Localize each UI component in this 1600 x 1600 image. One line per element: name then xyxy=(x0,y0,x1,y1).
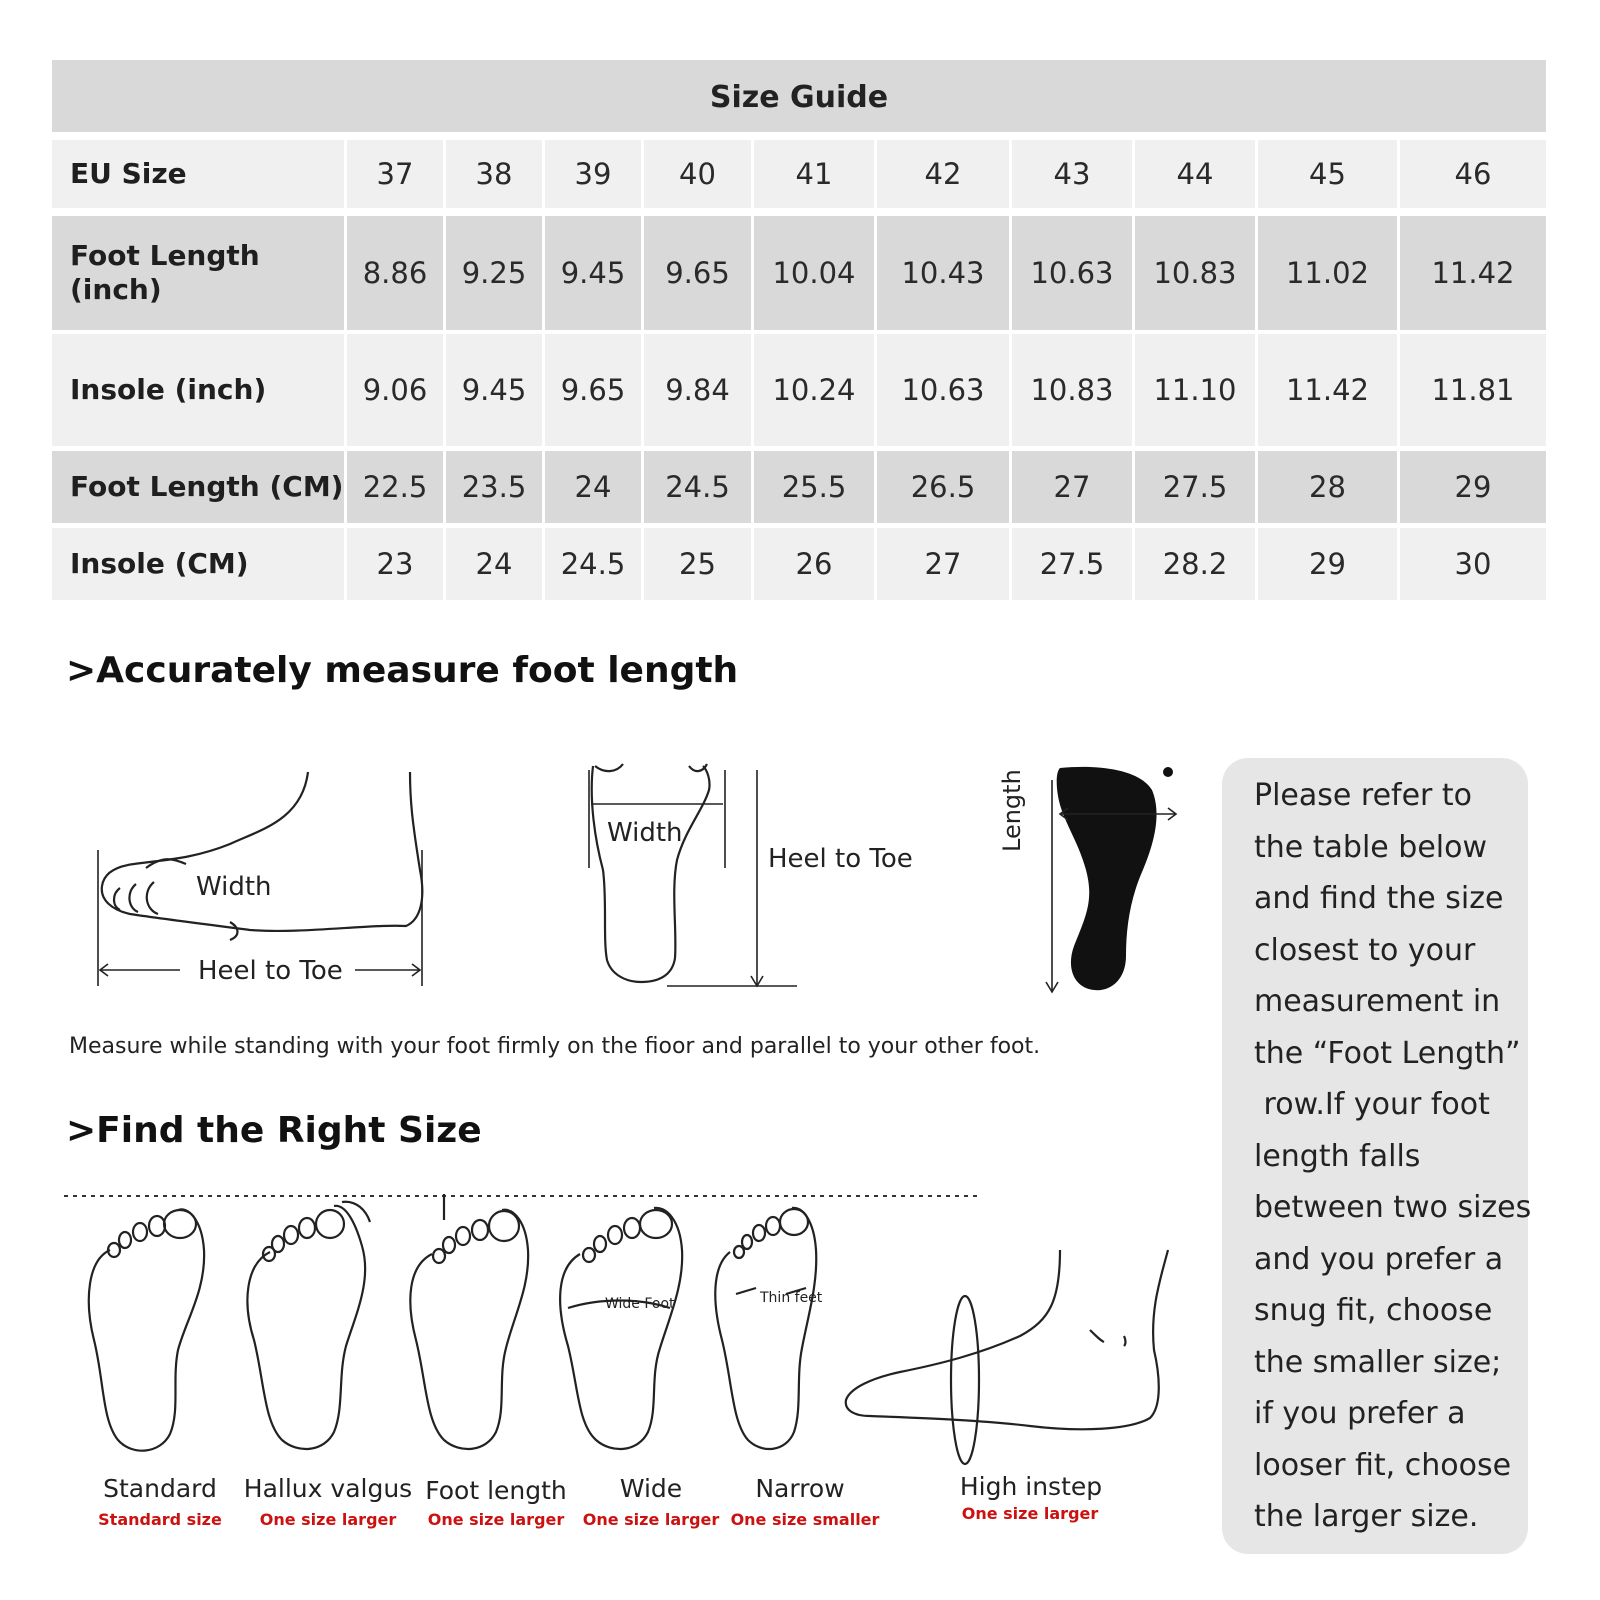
table-cell: 10.63 xyxy=(1012,216,1135,330)
table-cell: 10.43 xyxy=(877,216,1012,330)
table-cell: 27.5 xyxy=(1012,528,1135,600)
table-cell: 24.5 xyxy=(545,528,644,600)
find-size-heading: >Find the Right Size xyxy=(66,1110,482,1151)
table-row-eu-size xyxy=(52,140,1546,208)
table-cell: 10.04 xyxy=(754,216,877,330)
table-cell: 29 xyxy=(1258,528,1400,600)
table-cell: 28 xyxy=(1258,451,1400,523)
size-advice-box xyxy=(1222,758,1532,1554)
foot-type-label-narrow: Narrow xyxy=(755,1474,845,1503)
table-cell: 30 xyxy=(1454,547,1492,581)
foot-type-label-high-instep: High instep xyxy=(959,1472,1103,1501)
table-cell: 25.5 xyxy=(754,451,877,523)
table-row-insole-inch xyxy=(52,334,1546,446)
table-cell: 9.25 xyxy=(446,216,545,330)
table-cell: 40 xyxy=(644,140,754,208)
foot-type-label-wide: Wide xyxy=(619,1474,683,1503)
thin-feet-annotation: Thin feet xyxy=(760,1290,823,1306)
table-cell: 9.65 xyxy=(545,334,644,446)
table-cell: 46 xyxy=(1454,157,1492,191)
table-cell: 27 xyxy=(877,528,1012,600)
table-cell: 10.83 xyxy=(1012,334,1135,446)
table-cell: 9.65 xyxy=(644,216,754,330)
foot-type-label-foot-length: Foot length xyxy=(425,1476,567,1505)
table-row-insole-cm xyxy=(52,528,1546,600)
table-cell: 26 xyxy=(754,528,877,600)
foot-type-rec-wide: One size larger xyxy=(582,1510,720,1529)
table-cell: 25 xyxy=(644,528,754,600)
footprint-illustration xyxy=(1030,760,1190,1000)
table-cell: 44 xyxy=(1135,140,1258,208)
row-label-foot-length-inch: Foot Length (inch) xyxy=(52,216,347,330)
foot-types-illustration xyxy=(60,1190,1200,1470)
row-label-insole-inch: Insole (inch) xyxy=(52,334,347,446)
footprint-length-label: Length xyxy=(998,769,1026,852)
table-row-foot-length-cm xyxy=(52,451,1546,523)
table-cell: 10.83 xyxy=(1135,216,1258,330)
table-cell: 41 xyxy=(754,140,877,208)
foot-type-rec-narrow: One size smaller xyxy=(730,1510,880,1529)
table-cell: 24 xyxy=(545,451,644,523)
table-cell: 27 xyxy=(1012,451,1135,523)
table-cell: 23 xyxy=(347,528,446,600)
table-cell: 11.42 xyxy=(1431,256,1515,290)
table-cell: 38 xyxy=(446,140,545,208)
table-cell: 22.5 xyxy=(347,451,446,523)
table-cell: 9.45 xyxy=(446,334,545,446)
table-cell: 43 xyxy=(1012,140,1135,208)
table-cell: 29 xyxy=(1454,470,1492,504)
table-cell: 42 xyxy=(877,140,1012,208)
top-foot-illustration xyxy=(585,760,805,990)
table-cell: 10.24 xyxy=(754,334,877,446)
table-cell: 10.63 xyxy=(877,334,1012,446)
table-cell: 23.5 xyxy=(446,451,545,523)
row-label-foot-length-cm: Foot Length (CM) xyxy=(52,451,347,523)
table-cell: 24.5 xyxy=(644,451,754,523)
table-cell: 39 xyxy=(545,140,644,208)
foot-type-rec-hallux-valgus: One size larger xyxy=(259,1510,397,1529)
table-cell: 11.10 xyxy=(1135,334,1258,446)
row-label-insole-cm: Insole (CM) xyxy=(52,528,347,600)
foot-type-label-standard: Standard xyxy=(103,1474,217,1503)
table-cell: 11.42 xyxy=(1258,334,1400,446)
table-cell: 28.2 xyxy=(1135,528,1258,600)
table-cell: 8.86 xyxy=(347,216,446,330)
side-view-length-label: Heel to Toe xyxy=(198,956,343,986)
size-advice-text: Please refer to the table below and find the size closest to your measurement in the “Foot Length” row.If your foot length falls between two sizes and you prefer a snug fit, choose the smaller size; if you prefer a looser fit, choose the larger size. xyxy=(1254,778,1532,1534)
foot-type-label-hallux-valgus: Hallux valgus xyxy=(243,1474,413,1503)
table-cell: 27.5 xyxy=(1135,451,1258,523)
table-cell: 11.02 xyxy=(1258,216,1400,330)
foot-type-rec-high-instep: One size larger xyxy=(961,1504,1099,1523)
top-view-width-label: Width xyxy=(607,818,683,848)
measure-heading: >Accurately measure foot length xyxy=(66,650,739,691)
wide-foot-annotation: Wide Foot xyxy=(605,1296,675,1312)
side-view-width-label: Width xyxy=(196,872,272,902)
table-cell: 9.06 xyxy=(347,334,446,446)
table-row-foot-length-inch xyxy=(52,216,1546,330)
measure-instruction: Measure while standing with your foot firmly on the fioor and parallel to your other foot. xyxy=(69,1034,1041,1059)
table-cell: 37 xyxy=(347,140,446,208)
row-label-eu-size: EU Size xyxy=(52,140,347,208)
table-cell: 11.81 xyxy=(1431,373,1515,407)
top-view-length-label: Heel to Toe xyxy=(768,844,913,874)
table-cell: 9.84 xyxy=(644,334,754,446)
table-cell: 26.5 xyxy=(877,451,1012,523)
table-cell: 45 xyxy=(1258,140,1400,208)
foot-type-rec-foot-length: One size larger xyxy=(427,1510,565,1529)
size-guide-title: Size Guide xyxy=(52,60,1546,132)
table-cell: 24 xyxy=(446,528,545,600)
foot-type-rec-standard: Standard size xyxy=(98,1510,222,1529)
table-cell: 9.45 xyxy=(545,216,644,330)
